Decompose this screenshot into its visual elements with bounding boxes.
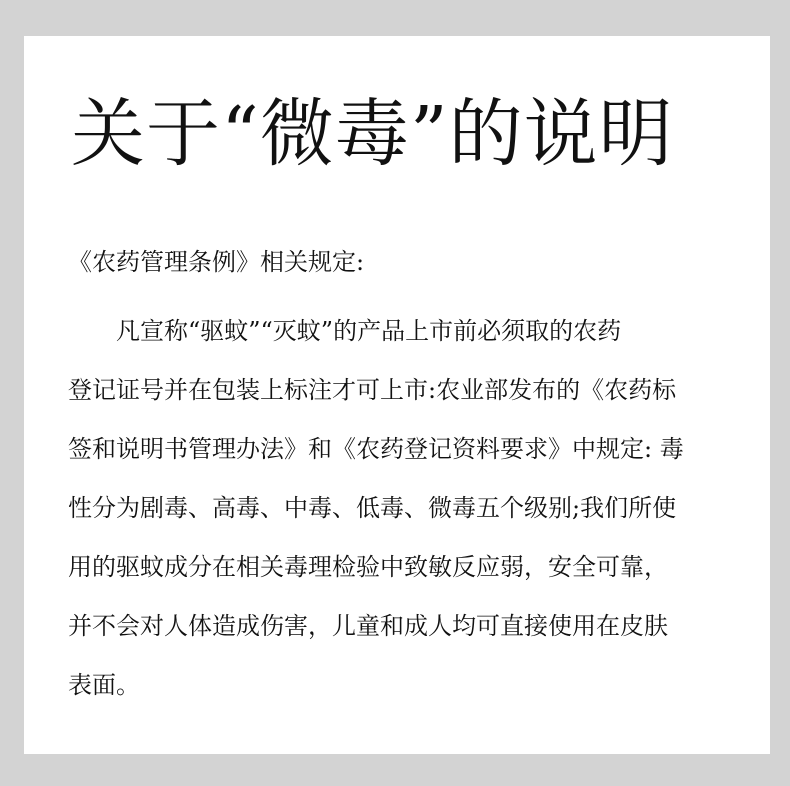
paragraph-line: 签和说明书管理办法》和《农药登记资料要求》中规定: 毒 [68, 435, 684, 463]
page-title: 关于“微毒”的说明 [71, 91, 674, 177]
regulation-reference: 《农药管理条例》相关规定: [68, 248, 365, 276]
paragraph-line: 用的驱蚊成分在相关毒理检验中致敏反应弱，安全可靠， [68, 553, 668, 581]
body-text [68, 246, 732, 715]
paragraph-line: 并不会对人体造成伤害，儿童和成人均可直接使用在皮肤 [68, 612, 668, 640]
content-card [24, 36, 770, 754]
paragraph-line: 登记证号并在包装上标注才可上市:农业部发布的《农药标 [68, 376, 677, 404]
paragraph-line: 凡宣称“驱蚊”“灭蚊”的产品上市前必须取的农药 [68, 317, 622, 345]
paragraph-line: 表面。 [68, 671, 140, 699]
paragraph-line: 性分为剧毒、高毒、中毒、低毒、微毒五个级别;我们所使 [68, 494, 677, 522]
